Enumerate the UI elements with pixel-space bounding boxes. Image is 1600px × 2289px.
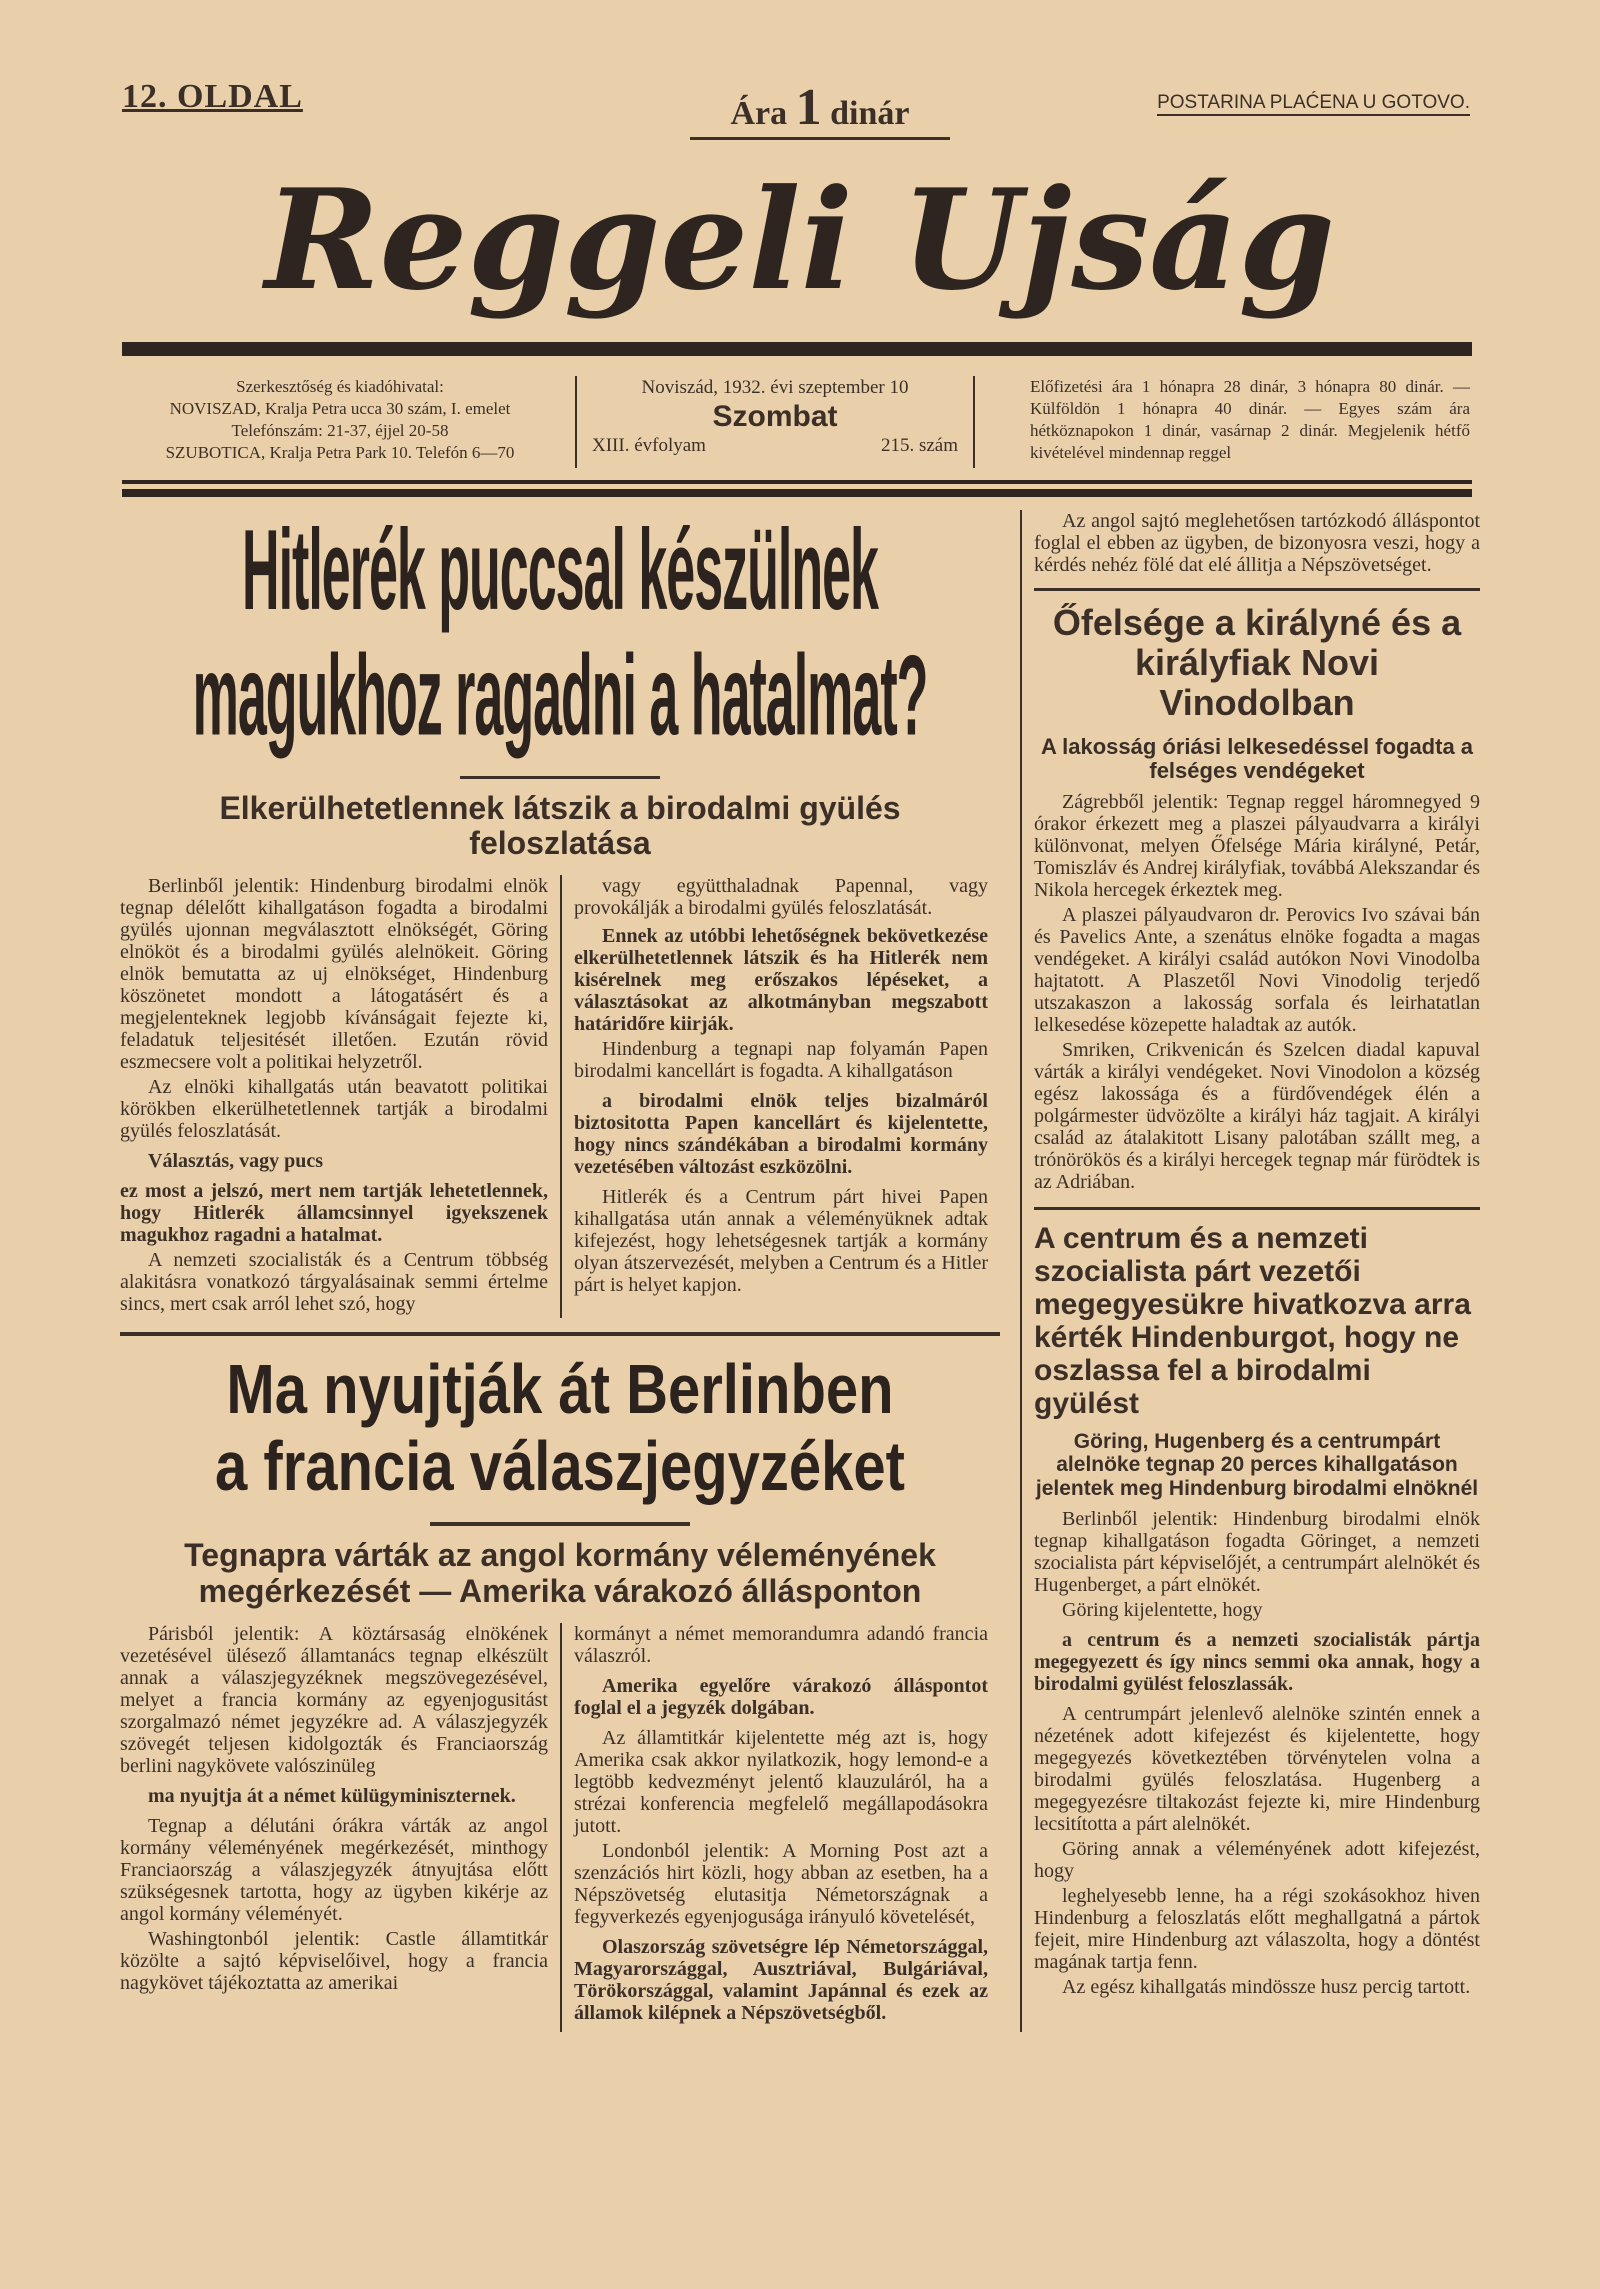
divider bbox=[122, 480, 1472, 484]
article1-headline bbox=[120, 507, 1000, 762]
headline-line: Ma nyujtják át Berlinben bbox=[226, 1351, 894, 1430]
publisher-info bbox=[120, 376, 560, 464]
left-section bbox=[120, 507, 1020, 2032]
article1-columns bbox=[120, 875, 1000, 1318]
price-unit: dinár bbox=[830, 95, 910, 132]
article2-subhead: Tegnapra várták az angol kormány véleményének megérkezését — Amerika várakozó állásponton bbox=[184, 1537, 936, 1609]
paragraph: Londonból jelentik: A Morning Post azt a szenzációs hirt közli, hogy abban az esetben, ha a Népszövetség elutasitja Németországnak a fegyverkezés egyenjogusága irányuló követelését, bbox=[574, 1839, 988, 1928]
headline-block bbox=[120, 507, 1000, 761]
divider bbox=[430, 1522, 690, 1526]
headline-line: Hitlerék puccsal készülnek bbox=[242, 507, 878, 636]
paragraph: Ennek az utóbbi lehetőségnek bekövetkezése elkerülhetetlennek látszik és ha Hitlerék nem kisérelnek meg erőszakos lépéseket, a választásokat az alkotmányban megszabott határidőre kiirják. bbox=[574, 925, 988, 1036]
paragraph: Göring annak a véleményének adott kifejezést, hogy bbox=[1034, 1837, 1480, 1882]
issue-day: Szombat bbox=[712, 400, 838, 433]
info-line: NOVISZAD, Kralja Petra ucca 30 szám, I. emelet bbox=[169, 399, 511, 418]
right-column bbox=[1020, 510, 1480, 2032]
article1-column-1 bbox=[120, 875, 560, 1318]
paragraph: ez most a jelszó, mert nem tartják lehetetlennek, hogy Hitlerék államcsinnyel igyekszenek magukhoz ragadni a hatalmat. bbox=[120, 1180, 548, 1247]
subscription-info: Előfizetési ára 1 hónapra 28 dinár, 3 hónapra 80 dinár. — Külföldön 1 hónapra 40 dinár. — Egyes szám ára hétköznapokon 1 dinár, vasárnap 2 dinár. Megjelenik hétfő kivételével mindennap reggel bbox=[1030, 377, 1470, 462]
article2-columns bbox=[120, 1623, 1000, 2032]
paragraph: Berlinből jelentik: Hindenburg birodalmi elnök tegnap kihallgatáson fogadta Göringet, a nemzeti szocialista párt képviselőjét, a centrumpárt alelnökét és Hugenberget, a párt elnökét. bbox=[1034, 1507, 1480, 1596]
divider bbox=[122, 489, 1472, 497]
divider bbox=[460, 776, 660, 779]
article1-subhead: Elkerülhetetlennek látszik a birodalmi gyülés feloszlatása bbox=[219, 790, 901, 862]
page-number: 12. OLDAL bbox=[122, 78, 303, 115]
paragraph: Az egész kihallgatás mindössze husz percig tartott. bbox=[1062, 1975, 1471, 1998]
paragraph: Párisból jelentik: A köztársaság elnökének vezetésével ülésező államtanács tegnap elkészült annak a válaszjegyzéknek megszövegezésével, melyet a francia kormány az egyenjogusitást szorgalmazó német jegyzékre ad. A válaszjegyzék szövegét teljesen kidolgozták és Franciaország berlini nagykövete valószinüleg bbox=[120, 1622, 548, 1777]
page-body bbox=[120, 507, 1480, 2072]
centrum-headline: A centrum és a nemzeti szocialista párt vezetői megegyesükre hivatkozva arra kérték Hindenburgot, hogy ne oszlassa fel a birodalmi gyülést bbox=[1034, 1222, 1471, 1421]
info-line: Telefónszám: 21-37, éjjel 20-58 bbox=[231, 421, 449, 440]
headline-line: magukhoz ragadni a hatalmat? bbox=[192, 633, 928, 761]
centrum-subhead: Göring, Hugenberg és a centrumpárt alelnöke tegnap 20 perces kihallgatáson jelentek meg Hindenburg birodalmi elnöknél bbox=[1035, 1430, 1479, 1500]
divider bbox=[1034, 1207, 1480, 1210]
paragraph: vagy együtthaladnak Papennal, vagy provokálják a birodalmi gyülés feloszlatását. bbox=[574, 875, 988, 920]
paragraph: Az elnöki kihallgatás után beavatott politikai körökben elkerülhetetlennek tartják a birodalmi gyülés feloszlatását. bbox=[120, 1076, 548, 1143]
paragraph: A nemzeti szocialisták és a Centrum többség alakitásra vonatkozó tárgyalásainak semmi értelme sincs, mert csak arról lehet szó, hogy bbox=[120, 1249, 548, 1316]
article1-column-2 bbox=[560, 875, 1000, 1318]
paragraph: Hindenburg a tegnapi nap folyamán Papen birodalmi kancellárt is fogadta. A kihallgatáson bbox=[574, 1038, 988, 1083]
masthead-rule bbox=[122, 342, 1472, 356]
article2-headline bbox=[120, 1352, 1000, 1508]
issue-info bbox=[575, 376, 975, 468]
paragraph: a birodalmi elnök teljes bizalmáról biztositotta Papen kancellárt és kijelentette, hogy nincs szándékában a birodalmi kormány vezetésében változást eszközölni. bbox=[574, 1090, 988, 1179]
paragraph: A centrumpárt jelenlevő alelnöke szintén ennek a nézetének adott kifejezést és kijelentette, hogy megegyezés következtében törvénytelen volna a birodalmi gyülés feloszlatása. Hugenberg a megegyezésre tiltakozást fejezte ki, mire Hindenburg lecsitította a párt alelnökét. bbox=[1034, 1702, 1480, 1835]
paragraph: Berlinből jelentik: Hindenburg birodalmi elnök tegnap délelőtt kihallgatáson fogadta a birodalmi gyülés ujonnan megválasztott elnökségét, Göring elnököt és a birodalmi gyülés alelnökeit. Göring elnök bemutatta az uj elnökséget, Hindenburg köszönetet mondott a látogatásért és a megjelenteknek legjobb kívánságait fejezte ki, feladatuk teljesitését illetően. Ezután rövid eszmecsere volt a politikai helyzetről. bbox=[120, 875, 548, 1074]
paragraph: a centrum és a nemzeti szocialisták pártja megegyezett és így nincs semmi oka annak, hogy a birodalmi gyülést feloszlassák. bbox=[1034, 1628, 1480, 1695]
issue-volume: XIII. évfolyam bbox=[592, 435, 706, 456]
article2-column-1 bbox=[120, 1623, 560, 2032]
price bbox=[690, 78, 950, 140]
headline-line: a francia válaszjegyzéket bbox=[215, 1427, 905, 1506]
info-line: Szerkesztőség és kiadóhivatal: bbox=[236, 377, 444, 396]
issue-number: 215. szám bbox=[880, 435, 958, 456]
paragraph: kormányt a német memorandumra adandó francia válaszról. bbox=[574, 1622, 988, 1667]
masthead-logo: Reggeli Ujság bbox=[264, 158, 1336, 321]
price-number: 1 bbox=[795, 79, 822, 136]
article2-column-2 bbox=[560, 1623, 1000, 2032]
paragraph: Smriken, Crikvenicán és Szelcen diadal kapuval várták a királyi vendégeket. Novi Vinodolon a község egész lakossága és a fürdővendégek élén a polgármester üdvözölte a királyi ház tagjait. A királyi család az átalakitott Lisany palotában szállt meg, a trónörökös és a királyi hercegek tegnap már fürödtek is az Adriában. bbox=[1034, 1039, 1480, 1194]
divider bbox=[120, 1332, 1000, 1336]
royal-headline: Őfelsége a királyné és a királyfiak Novi Vinodolban bbox=[1052, 602, 1462, 723]
royal-subhead: A lakosság óriási lelkesedéssel fogadta a felséges vendégeket bbox=[1040, 734, 1474, 784]
postage-note: POSTARINA PLAĆENA U GOTOVO. bbox=[1157, 92, 1470, 116]
paragraph: Az angol sajtó meglehetősen tartózkodó álláspontot foglal el ebben az ügyben, de bizonyosra veszi, hogy a kérdés nehéz fölé dat elé állitja a Népszövetséget. bbox=[1034, 510, 1480, 576]
info-line: SZUBOTICA, Kralja Petra Park 10. Telefón 6—70 bbox=[165, 443, 515, 462]
paragraph: A plaszei pályaudvaron dr. Perovics Ivo szávai bán és Pavelics Ante, a szenátus elnöke fogadta a magas vendégeket. A királyi család autókon Novi Vinodolba hajtatott. A Plaszetől Novi Vinodolig terjedő utszakaszon a lakosság sorfala és leirhatatlan lelkesedése közepette haladtak az autók. bbox=[1034, 904, 1480, 1037]
headline-block bbox=[120, 1352, 1000, 1506]
paragraph: Washingtonból jelentik: Castle államtitkár közölte a sajtó képviselőivel, hogy a francia nagykövet tájékoztatta az amerikai bbox=[120, 1927, 548, 1994]
paragraph: Amerika egyelőre várakozó álláspontot foglal el a jegyzék dolgában. bbox=[574, 1674, 988, 1719]
paragraph: Göring kijelentette, hogy bbox=[1062, 1598, 1263, 1621]
paragraph: Az államtitkár kijelentette még azt is, hogy Amerika csak akkor nyilatkozik, hogy lemond-e a legtöbb kedvezményt jelentő klauzuláról, ha a strézai konferencia megfelelő megállapodásokra jutott. bbox=[574, 1726, 988, 1837]
paragraph: Zágrebből jelentik: Tegnap reggel háromnegyed 9 órakor érkezett meg a plaszei pályaudvarra a királyi különvonat, melyen Őfelsége Mária királyné, Petár, Tomiszláv és Andrej királyfiak, továbbá Alekszandar és Nikola hercegek érkeztek meg. bbox=[1034, 791, 1480, 902]
paragraph: Hitlerék és a Centrum párt hivei Papen kihallgatása után annak a véleményüknek adtak kifejezést, hogy lehetségesnek tartják a kormány olyan átszervezését, melyben a Centrum és a Hitler párt is helyet kapjon. bbox=[574, 1186, 988, 1297]
price-prefix: Ára bbox=[730, 95, 788, 132]
issue-date: Noviszád, 1932. évi szeptember 10 bbox=[641, 377, 909, 398]
paragraph: ma nyujtja át a német külügyminiszternek. bbox=[148, 1784, 516, 1807]
paragraph: Választás, vagy pucs bbox=[148, 1150, 324, 1173]
paragraph: Olaszország szövetségre lép Németországgal, Magyarországgal, Ausztriával, Bulgáriával, Törökországgal, valamint Japánnal és ezek az államok kilépnek a Népszövetségből. bbox=[574, 1935, 988, 2024]
paragraph: leghelyesebb lenne, ha a régi szokásokhoz hiven Hindenburg a feloszlatás előtt meghallgatná a pártok fejeit, mire Hindenburg azt válaszolta, hogy a döntést magának tartja fenn. bbox=[1034, 1884, 1480, 1973]
divider bbox=[1034, 588, 1480, 591]
paragraph: Tegnap a délutáni órákra várták az angol kormány véleményének megérkezését, minthogy Franciaország a válaszjegyzék átnyujtása előtt szükségesnek tartotta, hogy az ügyben kikérje az angol kormány véleményét. bbox=[120, 1814, 548, 1925]
